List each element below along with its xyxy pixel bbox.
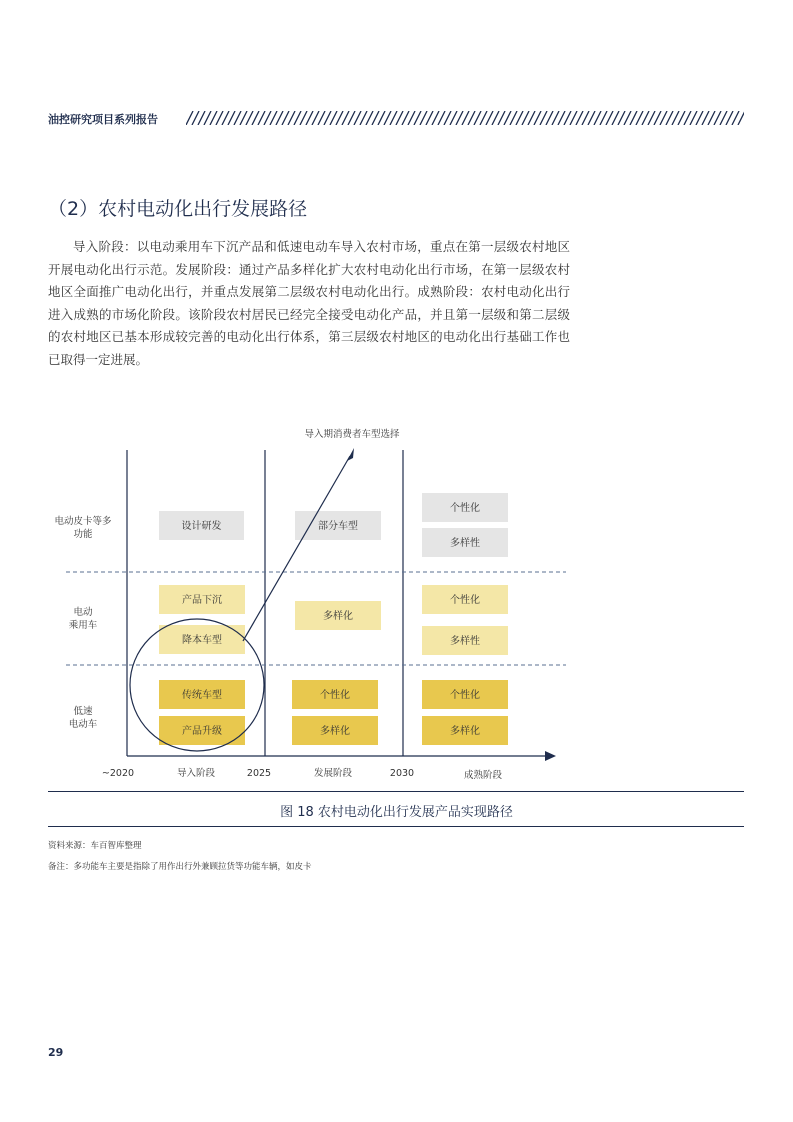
stage-mature: 成熟阶段 — [463, 770, 503, 781]
caption-bottom-rule — [48, 826, 744, 827]
row-label-lowspeed-line1: 低速 — [73, 706, 93, 717]
tick-2025: 2025 — [246, 768, 272, 779]
svg-text:多样化: 多样化 — [320, 726, 350, 737]
tick-2020: ~2020 — [101, 768, 135, 779]
svg-text:个性化: 个性化 — [320, 690, 350, 701]
source-note: 资料来源：车百智库整理 — [48, 841, 142, 851]
svg-text:个性化: 个性化 — [450, 690, 480, 701]
stage-import: 导入阶段 — [176, 768, 216, 779]
box-diversified-mature-lowspeed — [422, 716, 508, 745]
box-partial-models — [295, 511, 381, 540]
box-diversified-development-passenger — [295, 601, 381, 630]
box-product-sinking — [159, 585, 245, 614]
stage-development: 发展阶段 — [313, 768, 353, 779]
svg-text:多样性: 多样性 — [450, 636, 480, 647]
svg-text:部分车型: 部分车型 — [318, 521, 358, 532]
svg-text:个性化: 个性化 — [450, 595, 480, 606]
header-stripe-decoration — [186, 111, 744, 125]
box-cost-down-model — [159, 625, 245, 654]
body-paragraph: 导入阶段：以电动乘用车下沉产品和低速电动车导入农村市场，重点在第一层级农村地区开展电动化出行示范。发展阶段：通过产品多样化扩大农村电动化出行市场，在第一层级农村地区全面推广电动化出行，并重点发展第二层级农村电动化出行。成熟阶段：农村电动化出行进入成熟的市场化阶段。该阶段农村居民已经完全接受电动化产品，并且第一层级和第二层级的农村地区已基本形成较完善的电动化出行体系，第三层级农村地区的电动化出行基础工作也已取得一定进展。 — [48, 239, 570, 367]
box-diverse-mature-multifunction — [422, 528, 508, 557]
box-personalized-mature-multifunction — [422, 493, 508, 522]
row-label-multifunction-line2: 功能 — [73, 529, 93, 540]
box-personalized-development-lowspeed — [292, 680, 378, 709]
svg-text:产品下沉: 产品下沉 — [182, 595, 222, 606]
box-traditional-model — [159, 680, 245, 709]
box-product-upgrade — [159, 716, 245, 745]
row-label-multifunction-line1: 电动皮卡等多 — [54, 516, 112, 527]
report-series-title: 油控研究项目系列报告 — [48, 113, 158, 126]
row-label-lowspeed-line2: 电动车 — [68, 719, 98, 730]
box-personalized-mature-lowspeed — [422, 680, 508, 709]
x-axis-arrowhead — [545, 751, 556, 761]
box-diverse-mature-passenger — [422, 626, 508, 655]
svg-text:设计研发: 设计研发 — [181, 521, 222, 532]
svg-text:降本车型: 降本车型 — [182, 635, 222, 646]
row-label-passenger-line1: 电动 — [73, 607, 93, 618]
box-personalized-mature-passenger — [422, 585, 508, 614]
tick-2030: 2030 — [389, 768, 415, 779]
rural-ev-path-diagram — [0, 420, 793, 790]
row-label-passenger-line2: 乘用车 — [68, 620, 98, 631]
box-diversified-development-lowspeed — [292, 716, 378, 745]
svg-text:多样性: 多样性 — [450, 538, 480, 549]
svg-text:多样化: 多样化 — [323, 611, 353, 622]
svg-text:传统车型: 传统车型 — [182, 690, 222, 701]
svg-text:多样化: 多样化 — [450, 726, 480, 737]
remark-note: 备注：多功能车主要是指除了用作出行外兼顾拉货等功能车辆，如皮卡 — [48, 862, 312, 872]
page-number: 29 — [48, 1046, 64, 1059]
box-design — [159, 511, 244, 540]
arrow-label: 导入期消费者车型选择 — [304, 429, 400, 440]
section-title: （2）农村电动化出行发展路径 — [48, 198, 308, 220]
caption-top-rule — [48, 791, 744, 792]
svg-text:产品升级: 产品升级 — [182, 726, 222, 737]
svg-text:个性化: 个性化 — [450, 503, 480, 514]
figure-caption: 图 18 农村电动化出行发展产品实现路径 — [280, 805, 513, 820]
